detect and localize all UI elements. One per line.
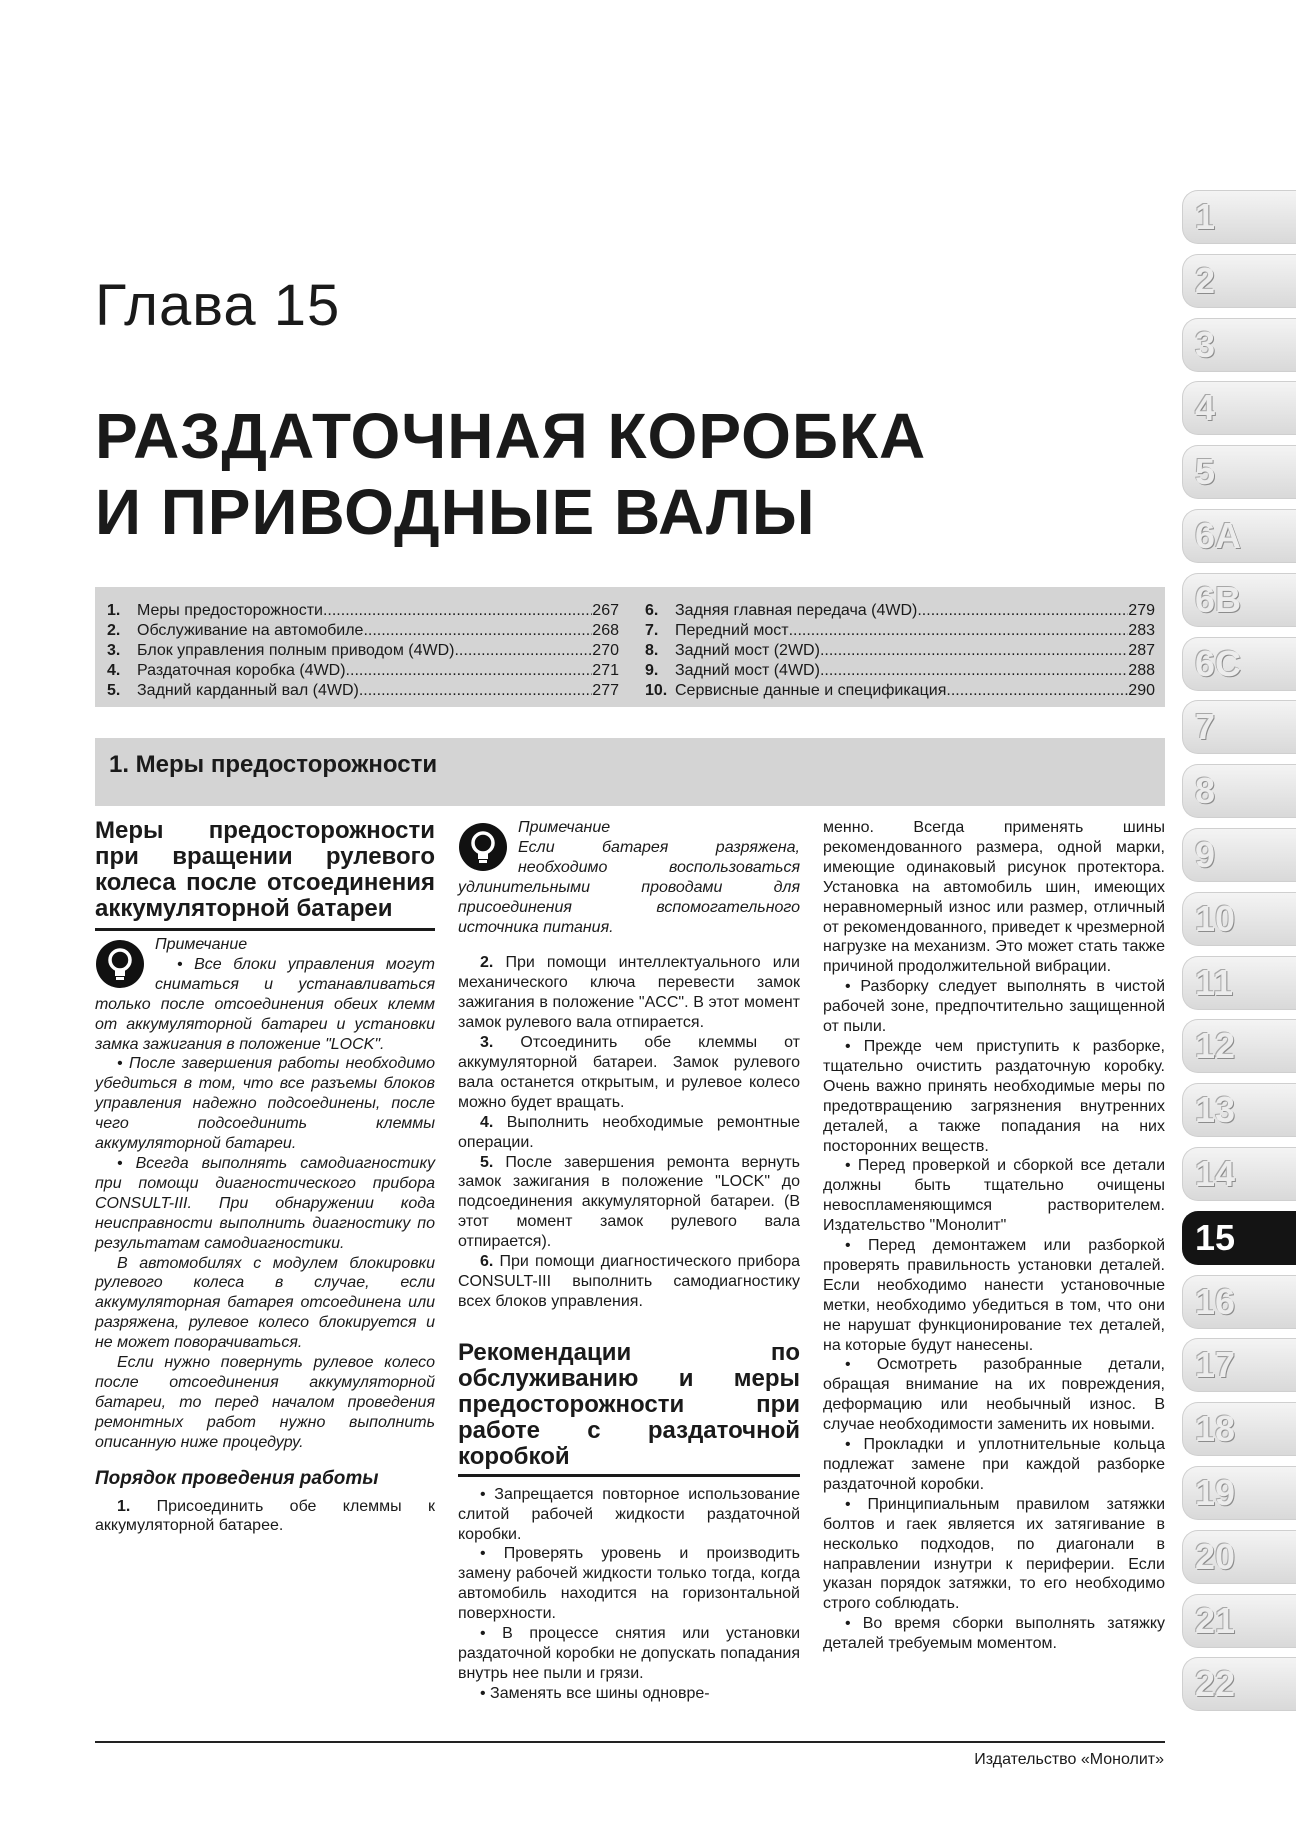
note-paragraph: • После завершения работы необходимо убедиться в том, что все разъемы блоков управления надежно подсоединены, после чего подсоединить клеммы аккумуляторной батареи. [95,1055,435,1153]
toc-leader-dots [363,621,592,641]
body-paragraph: • Во время сборки выполнять затяжку деталей требуемым моментом. [823,1615,1165,1653]
procedure-steps [458,953,800,1311]
step-number: 6. [480,1253,494,1271]
toc-entry-page: 277 [592,682,619,699]
chapter-tab-8[interactable]: 8 [1182,764,1296,818]
procedure-step [458,1252,800,1312]
chapter-tab-19[interactable]: 19 [1182,1466,1296,1520]
toc-entry-label: Задний мост (2WD) [675,642,820,659]
step-text: Присоединить обе клеммы к аккумуляторной батарее. [95,1497,435,1535]
table-of-contents [95,587,1165,707]
procedure-heading: Порядок проведения работы [95,1467,379,1489]
toc-entry[interactable] [645,661,1155,681]
chapter-tab-1[interactable]: 1 [1182,190,1296,244]
chapter-tab-21[interactable]: 21 [1182,1594,1296,1648]
toc-leader-dots [820,641,1128,661]
step-number: 3. [480,1034,494,1052]
toc-entry-page: 271 [592,662,619,679]
note-block [95,935,435,1453]
chapter-tab-2[interactable]: 2 [1182,254,1296,308]
chapter-tab-12[interactable]: 12 [1182,1019,1296,1073]
step-number: 4. [480,1113,494,1131]
chapter-tab-18[interactable]: 18 [1182,1402,1296,1456]
toc-entry-number: 2. [107,622,121,639]
toc-entry-number: 6. [645,602,659,619]
toc-entry-page: 270 [592,642,619,659]
lightbulb-icon [458,822,508,872]
toc-leader-dots [359,681,592,701]
toc-left-column [107,601,619,701]
toc-entry[interactable] [645,601,1155,621]
note-paragraph: • Все блоки управления могут сниматься и устанавливаться только после отсоединения обеих клемм от аккумуляторной батареи и установки замка зажигания в положение "LOCK". [95,955,435,1053]
body-paragraph: • Перед проверкой и сборкой все детали должны быть тщательно очищены невоспламеняющимся растворителем. Издательство "Монолит" [823,1157,1165,1235]
bullet-paragraph: • В процессе снятия или установки раздаточной коробки не допускать попадания внутрь нее пыли и грязи. [458,1625,800,1682]
chapter-label: Глава 15 [95,273,341,338]
chapter-tab-10[interactable]: 10 [1182,892,1296,946]
toc-entry-page: 288 [1128,662,1155,679]
toc-leader-dots [917,601,1128,621]
toc-entry-label: Задний карданный вал (4WD) [137,682,359,699]
toc-entry[interactable] [645,621,1155,641]
chapter-tab-6a[interactable]: 6A [1182,509,1296,563]
toc-entry-label: Раздаточная коробка (4WD) [137,662,346,679]
chapter-tab-17[interactable]: 17 [1182,1338,1296,1392]
toc-entry[interactable] [107,621,619,641]
toc-entry-label: Обслуживание на автомобиле [137,622,364,639]
procedure-step [458,1033,800,1113]
toc-entry-page: 267 [592,602,619,619]
body-paragraph: • Перед демонтажем или разборкой проверять правильность установки деталей. Если необходимо нанести установочные метки, необходимо убедиться в том, что они не нарушат функционирование тех деталей, на которые будут нанесены. [823,1237,1165,1354]
toc-entry-number: 1. [107,602,121,619]
bullet-paragraph: • Заменять все шины одновре- [480,1684,710,1702]
toc-entry-number: 7. [645,622,659,639]
toc-entry-label: Задний мост (4WD) [675,662,820,679]
note-label: Примечание [518,819,611,836]
col2-heading: Рекомендации по обслуживанию и меры предосторожности при работе с раздаточной коробкой [458,1338,800,1470]
toc-entry-number: 10. [645,682,668,699]
toc-entry-page: 290 [1128,682,1155,699]
note-paragraph: • Всегда выполнять самодиагностику при помощи диагностического прибора CONSULT-III. При обнаружении кода неисправности выполнить диагностику по результатам самодиагностики. [95,1154,435,1252]
chapter-title-line2: И ПРИВОДНЫЕ ВАЛЫ [95,476,816,548]
body-paragraph: • Принципиальным правилом затяжки болтов и гаек является их затягивание в несколько подходов, по диагонали в направлении изнутри к периферии. Если указан порядок затяжки, то его необходимо строго соблюдать. [823,1495,1165,1613]
step-text: После завершения ремонта вернуть замок зажигания в положение "LOCK" до подсоединения аккумуляторной батареи. (В этот момент замок рулевого вала отпирается). [458,1153,800,1251]
heading-underline [458,1474,800,1477]
toc-leader-dots [323,601,592,621]
footer-divider [95,1741,1165,1743]
note-paragraph: Если батарея разряжена, необходимо воспользоваться удлинительными проводами для присоединения вспомогательного источника питания. [458,838,800,936]
chapter-tab-6b[interactable]: 6B [1182,573,1296,627]
procedure-step [95,1497,435,1537]
toc-entry-number: 5. [107,682,121,699]
body-paragraph: • Разборку следует выполнять в чистой рабочей зоне, предпочтительно защищенной от пыли. [823,978,1165,1036]
body-paragraph: • Осмотреть разобранные детали, обращая внимание на их повреждения, деформацию или необычный износ. В случае необходимости заменить их новыми. [823,1356,1165,1434]
procedure-step [458,953,800,1033]
toc-entry-number: 3. [107,642,121,659]
column-2 [458,818,800,1704]
toc-leader-dots [820,661,1128,681]
chapter-tab-20[interactable]: 20 [1182,1530,1296,1584]
section-header [95,738,1165,806]
procedure-step [458,1153,800,1253]
bullet-paragraph: • Проверять уровень и производить замену рабочей жидкости только тогда, когда автомобиль находится на горизонтальной поверхности. [458,1545,800,1623]
chapter-title [95,398,926,550]
toc-leader-dots [454,641,592,661]
column-3 [823,818,1165,1654]
toc-entry[interactable] [645,641,1155,661]
toc-entry-label: Меры предосторожности [137,602,323,619]
chapter-tab-5[interactable]: 5 [1182,445,1296,499]
toc-entry[interactable] [107,661,619,681]
heading-underline [95,928,435,931]
step-number: 1. [117,1497,131,1515]
note-block [458,818,800,937]
body-paragraph: • Прежде чем приступить к разборке, тщательно очистить раздаточную коробку. Очень важно принять необходимые меры по предотвращению загрязнения внутренних деталей, а также попадания на них посторонних веществ. [823,1037,1165,1155]
column-1 [95,818,435,1536]
col1-heading: Меры предосторожности при вращении рулевого колеса после отсоединения аккумуляторной батареи [95,817,435,922]
chapter-tab-6c[interactable]: 6C [1182,637,1296,691]
procedure-step [458,1113,800,1153]
bullet-paragraph: • Запрещается повторное использование слитой рабочей жидкости раздаточной коробки. [458,1485,800,1543]
toc-entry-page: 268 [592,622,619,639]
step-number: 5. [480,1153,494,1171]
step-number: 2. [480,954,494,972]
chapter-tab-7[interactable]: 7 [1182,700,1296,754]
note-paragraph: В автомобилях с модулем блокировки рулевого колеса в случае, если аккумуляторная батарея отсоединена или разряжена, рулевое колесо блокируется и не может поворачиваться. [95,1254,435,1352]
toc-entry-page: 279 [1128,602,1155,619]
toc-entry[interactable] [107,681,619,701]
toc-entry[interactable] [107,641,619,661]
toc-leader-dots [946,681,1128,701]
toc-entry[interactable] [645,681,1155,701]
chapter-tab-16[interactable]: 16 [1182,1275,1296,1329]
chapter-tab-11[interactable]: 11 [1182,956,1296,1010]
step-text: Отсоединить обе клеммы от аккумуляторной батареи. Замок рулевого вала останется открытым, и рулевое колесо можно будет вращать. [458,1034,800,1111]
section-title: 1. Меры предосторожности [109,751,438,778]
chapter-tab-9[interactable]: 9 [1182,828,1296,882]
chapter-tab-13[interactable]: 13 [1182,1083,1296,1137]
body-paragraph: менно. Всегда применять шины рекомендованного размера, одной марки, имеющие одинаковый рисунок протектора. Установка на автомобиль шин, имеющих неравномерный износ или размер, отличный от рекомендованного, приведет к чрезмерной нагрузке на механизм. Это может стать также причиной продолжительной вибрации. [823,819,1165,976]
chapter-tab-14[interactable]: 14 [1182,1147,1296,1201]
note-label: Примечание [155,936,248,953]
chapter-tab-22[interactable]: 22 [1182,1657,1296,1711]
toc-entry-number: 9. [645,662,659,679]
toc-leader-dots [789,621,1129,641]
step-text: Выполнить необходимые ремонтные операции. [458,1113,800,1151]
toc-right-column [645,601,1155,701]
chapter-title-line1: РАЗДАТОЧНАЯ КОРОБКА [95,400,927,472]
toc-entry-number: 4. [107,662,121,679]
toc-entry-number: 8. [645,642,659,659]
toc-leader-dots [346,661,593,681]
step-text: При помощи интеллектуального или механического ключа перевести замок зажигания в положение "ACC". В этот момент замок рулевого вала отпирается. [458,954,800,1032]
chapter-tab-3[interactable]: 3 [1182,318,1296,372]
chapter-tab-4[interactable]: 4 [1182,381,1296,435]
lightbulb-icon [95,939,145,989]
toc-entry-label: Передний мост [675,622,789,639]
toc-entry[interactable] [107,601,619,621]
toc-entry-label: Блок управления полным приводом (4WD) [137,642,455,659]
step-text: При помощи диагностического прибора CONSULT-III выполнить самодиагностику всех блоков управления. [458,1253,800,1310]
toc-entry-page: 283 [1128,622,1155,639]
publisher-footer: Издательство «Монолит» [974,1751,1164,1768]
toc-entry-page: 287 [1128,642,1155,659]
chapter-tab-15[interactable]: 15 [1182,1211,1296,1265]
toc-entry-label: Задняя главная передача (4WD) [675,602,918,619]
body-paragraph: • Прокладки и уплотнительные кольца подлежат замене при каждой разборке раздаточной коробки. [823,1436,1165,1493]
note-paragraph: Если нужно повернуть рулевое колесо после отсоединения аккумуляторной батареи, то перед началом проведения ремонтных работ нужно выполнить описанную ниже процедуру. [95,1354,435,1451]
toc-entry-label: Сервисные данные и спецификация [675,682,947,699]
